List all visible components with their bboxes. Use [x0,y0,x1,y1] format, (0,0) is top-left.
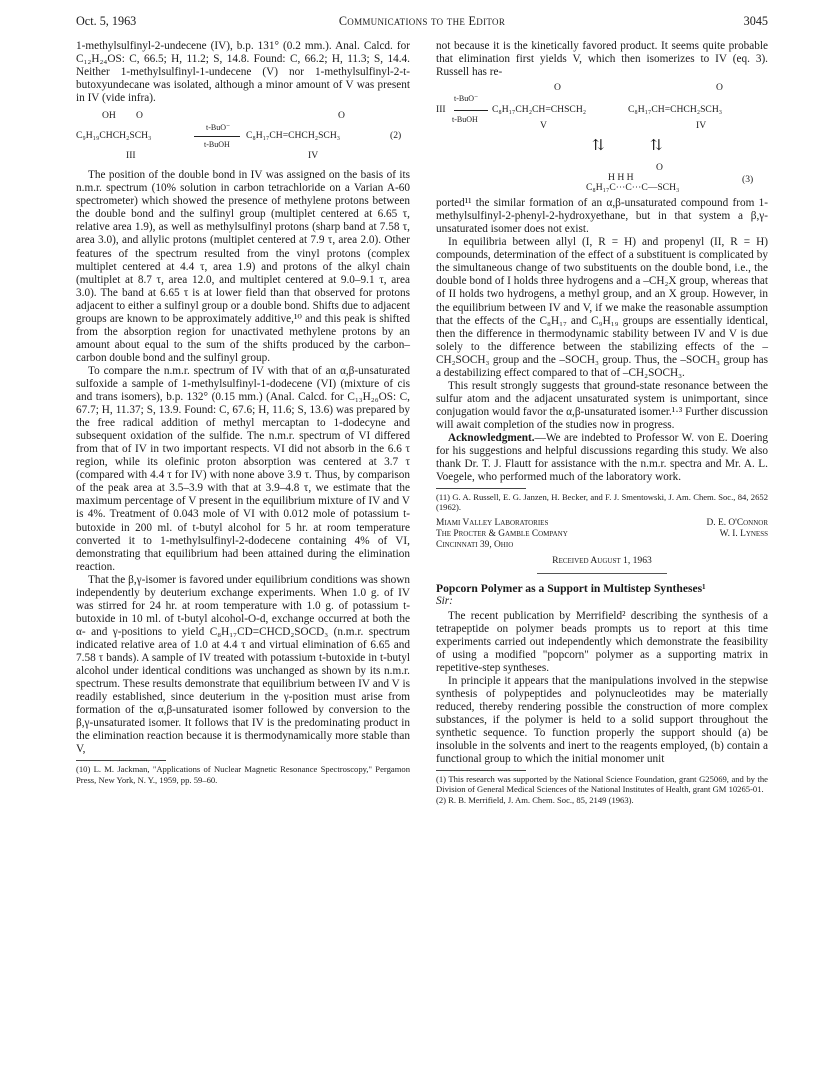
paragraph: This result strongly suggests that ground-state resonance between the sulfur atom and the adjacent unsaturated system is unimportant, since conjugation would favor the α,β-unsaturated isomer.¹·³ Further discussion will await completion of the studies now in progress. [436,379,768,431]
eq-label: O [554,82,561,94]
eq-reagent: t-BuO⁻ [454,94,479,104]
eq-number: (2) [390,130,402,142]
header-page-number: 3045 [743,14,768,28]
eq-label: IV [696,120,707,132]
acknowledgment [436,432,768,484]
footnote: (11) G. A. Russell, E. G. Janzen, H. Becker, and F. J. Smentowski, J. Am. Chem. Soc., 84, 2652 (1962). [436,492,768,513]
eq-label: O [656,162,663,174]
eq-label: O [338,110,345,122]
eq-reagent: t-BuO⁻ [206,123,231,133]
left-column [76,40,410,785]
footnote: (1) This research was supported by the National Science Foundation, grant G25069, and by the Division of General Medical Sciences of the National Institutes of Health, grant GM 10265-01. [436,774,768,795]
eq-start: III [436,104,446,116]
eq-label: H H H [608,172,634,184]
affiliation-block [436,518,768,552]
eq-product: C₈H₁₇CH₂CH=CHSCH₂ [492,104,587,116]
footnote: (2) R. B. Merrifield, J. Am. Chem. Soc., 85, 2149 (1963). [436,794,634,805]
eq-product: C₈H₁₇CH=CHCH₂SCH₃ [628,104,723,116]
page-header [76,14,768,30]
paragraph: The recent publication by Merrifield² describing the synthesis of a tetrapeptide on polymer beads prompts us to report at this time experiments carried out independently which demonstrate the feasibility of using a modified "popcorn" polymer as a supporting matrix in repetitive-step syntheses. [436,609,768,674]
acknowledgment-heading: Acknowledgment. [448,431,535,444]
footnote-rule [436,488,526,489]
equation-2 [76,105,410,169]
reaction-arrow [194,136,240,137]
header-date: Oct. 5, 1963 [76,14,137,28]
affiliation-line: Miami Valley Laboratories [436,517,549,528]
eq-label: III [126,150,136,162]
affiliation-line: The Procter & Gamble Company [436,528,568,539]
eq-product: C₈H₁₇CH=CHCH₂SCH₃ [246,130,341,142]
paragraph: The position of the double bond in IV was assigned on the basis of its n.m.r. spectrum (10% solution in carbon tetrachloride on a Varian A-60 spectrometer) which showed the presence of methylene protons between the double bond and the sulfinyl group (multiplet centered at 6.65 τ, relative area 1.9), as well as methylsulfinyl protons (sharp band at 7.58 τ, area 3.0), and allylic protons (multiplet centered at 7.9 τ, area 2.0). Other features of the spectrum resulted from the vinyl protons (complex multiplet centered at 4.4 τ, area 1.9) and protons of the alkyl chain (multiplet at 8.7 τ, area 12.0, and multiplet centered at 9.0–9.1 τ, area 3.0). The band at 6.65 τ is at lower field than that observed for protons adjacent to either a sulfinyl group or a double bond. Shifts due to adjacent groups are known to be approximately additive,¹⁰ and this peak is shifted from the absorption region for unactivated methylene protons by an amount about equal to the sum of the shifts produced by the carbon–carbon double bond and the sulfinyl group. [76,169,410,364]
author-name: D. E. O'Connor [706,517,768,528]
eq-anion: C₈H₁₇C⋯C⋯C—SCH₃ [586,182,680,194]
paragraph: ported¹¹ the similar formation of an α,β-unsaturated compound from 1-methylsulfinyl-2-phenyl-2-hydroxyethane, but in that system a β,γ-unsaturated isomer does not exist. [436,197,768,236]
salutation: Sir: [436,594,453,607]
reaction-arrow [454,110,488,111]
paragraph: That the β,γ-isomer is favored under equilibrium conditions was shown independently by deuterium exchange experiments. When 1.0 g. of IV was stirred for 24 hr. at room temperature with 1.0 g. of potassium t-butoxide in 10 ml. of t-butyl alcohol-O-d, exchange occurred at both the α- and γ-positions to yield C₈H₁₇CD=CHCD₂SOCD₃ (n.m.r. spectrum indicated relative area of 1.0 at 4.4 τ and virtual elimination of 6.65 and 7.58 τ bands). A sample of IV treated with potassium t-butoxide in t-butyl alcohol under identical conditions was unchanged as shown by its n.m.r. spectrum. These results demonstrate that equilibrium between IV and V is readily established, since deuterium in the γ-position must arise from formation of the α,β-unsaturated isomer followed by conversion to the β,γ-unsaturated isomer. It follows that IV is the predominating product in the elimination reaction because it is thermodynamically more stable than V, [76,573,410,756]
eq-label: V [540,120,547,132]
eq-number: (3) [742,174,754,186]
footnote-rule [436,770,526,771]
article-title: Popcorn Polymer as a Support in Multistep Syntheses¹ [436,581,706,595]
paragraph: not because it is the kinetically favored product. It seems quite probable that elimination first yields V, which then isomerizes to IV (eq. 3). Russell has re- [436,40,768,79]
footnote: (10) L. M. Jackman, "Applications of Nuclear Magnetic Resonance Spectroscopy," Pergamon Press, New York, N. Y., 1959, pp. 59–60. [76,764,410,785]
eq-reagent: t-BuOH [204,140,230,150]
equilibrium-arrows-icon: ⇅ [592,138,605,155]
eq-reactant: C₉H₁₉CHCH₂SCH₃ [76,130,152,142]
paragraph: In equilibria between allyl (I, R = H) and propenyl (II, R = H) compounds, determination of the effect of a substituent is complicated by the simultaneous change of two substituents on the double bond, i.e., the double bond of I holds three hydrogens and a –CH₂X group, whereas that of II holds two hydrogens, a methyl group, and an X group. However, in the equilibrium between IV and V, if we make the reasonable assumption that the effects of the C₈H₁₇ and C₉H₁₉ groups are essentially identical, then the difference in thermodynamic stability between IV and V is due solely to the difference between the stabilizing effects of the –CH₂SOCH₃ group and the –SOCH₃ group. Thus, the –SOCH₃ group has a destabilizing effect compared to that of –CH₂SOCH₃. [436,236,768,379]
paragraph: 1-methylsulfinyl-2-undecene (IV), b.p. 131° (0.2 mm.). Anal. Calcd. for C₁₂H₂₄OS: C, 66.5; H, 11.2; S, 14.8. Found: C, 66.2; H, 11.3; S, 14.4. Neither 1-methylsulfinyl-1-undecene (V) nor 1-methylsulfinyl-2-t-butoxyundecane was isolated, although a minor amount of V was present in IV (vide infra). [76,40,410,105]
acknowledgment-body: —We are indebted to Professor W. von E. Doering for his suggestions and helpful discussions regarding this study. We also thank Dr. T. J. Flautt for assistance with the n.m.r. spectra and Mr. A. L. Voegele, who performed much of the laboratory work. [436,431,768,484]
header-section: Communications to the Editor [338,14,506,28]
equation-3 [436,79,768,197]
eq-label: IV [308,150,319,162]
received-date: Received August 1, 1963 [552,554,652,566]
eq-label: O [716,82,723,94]
right-column [436,40,768,805]
eq-reagent: t-BuOH [452,115,478,125]
paragraph: To compare the n.m.r. spectrum of IV with that of an α,β-unsaturated sulfoxide a sample of 1-methylsulfinyl-1-dodecene (VI) (mixture of cis and trans isomers), b.p. 132° (0.15 mm.) (Anal. Calcd. for C₁₃H₂₆OS: C, 67.7; H, 11.37; S, 13.9. Found: C, 67.6; H, 11.6; S, 13.6) was prepared by the free radical addition of methyl mercaptan to 1-dodecyne and subsequent oxidation of the sulfide. The n.m.r. spectrum of VI differed from that of IV in two important respects. VI did not absorb in the 6.6 τ region, while its olefinic proton absorption was centered at 3.7 τ (compared with 4.4 τ for IV) with none above 3.9 τ. Thus, by comparison of the peak area at 3.5–3.9 with that at 3.9–4.8 τ, we estimate that the maximum percentage of V present in the equilibrium mixture of IV and V is 4%. Treatment of 0.043 mole of VI with 0.012 mole of potassium t-butoxide in 200 ml. of t-butyl alcohol for 5 hr. at room temperature converted it to 1-methylsulfinyl-2-dodecene containing 4% of VI, demonstrating that equilibrium had been attained during the elimination reaction. [76,364,410,573]
separator-rule [537,573,667,574]
paragraph: In principle it appears that the manipulations involved in the stepwise synthesis of polypeptides and polynucleotides may be materially reduced, thereby rendering possible the construction of more complex substances, if the polymer is held to a solid support throughout the synthetic sequence. To function properly the support should (a) be insoluble in the solvents and inert to the reagents employed, (b) contain a functional group to which the initial monomer unit [436,674,768,766]
author-name: W. I. Lyness [719,528,768,539]
footnote-rule [76,760,166,761]
eq-label: OH [102,110,116,122]
affiliation-line: Cincinnati 39, Ohio [436,539,514,550]
eq-label: O [136,110,143,122]
equilibrium-arrows-icon: ⇅ [650,138,663,155]
